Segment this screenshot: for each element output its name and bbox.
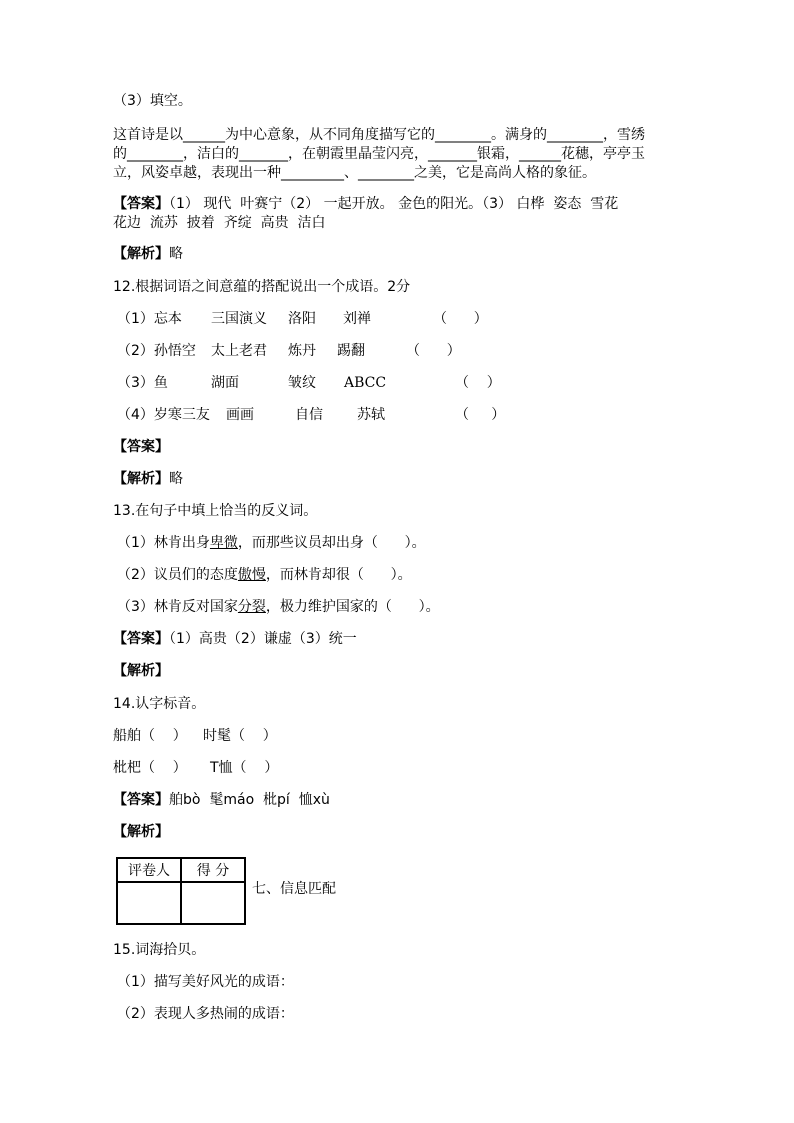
text: ，而林肯却很（ ）。 (265, 567, 412, 583)
item-number: （1） (117, 311, 154, 327)
answer-label: 【答案】 (113, 631, 169, 647)
answer-blank: （ ） (406, 343, 461, 359)
answer-text: （1） 现代 叶赛宁（2） 一起开放。 金色的阳光。（3） 白桦 姿态 雪花 (169, 196, 619, 212)
item-number: （4） (117, 407, 154, 423)
answer-line (113, 630, 357, 648)
word: 皱纹 (288, 375, 316, 391)
analysis-label: 【解析】 (113, 246, 169, 262)
text: （2）议员们的态度 (117, 567, 238, 583)
grade-table (116, 857, 246, 925)
word: 太上老君 (211, 343, 267, 359)
q13-row (117, 598, 440, 616)
fill-paragraph-line: 立，风姿卓越，表现出一种_________、________之美，它是高尚人格的象征。 (113, 165, 596, 181)
word: 自信 (295, 407, 323, 423)
word: 鱼 (153, 375, 168, 391)
word: 洛阳 (288, 311, 316, 327)
score-header: 得 分 (181, 858, 245, 882)
answer-blank: （ ） (455, 375, 501, 391)
analysis-label: 【解析】 (113, 471, 169, 487)
analysis-text: 略 (169, 471, 183, 487)
answer-label: 【答案】 (113, 196, 169, 212)
text: ，极力维护国家的（ ）。 (265, 599, 440, 615)
underlined-word: 傲慢 (237, 567, 266, 583)
q13-row (117, 534, 426, 552)
item-lead (117, 374, 168, 392)
analysis-label: 【解析】 (113, 663, 169, 679)
fill-paragraph-line: 的________，洁白的_______，在朝霞里晶莹闪亮，_______银霜，______花穗，亭亭玉 (113, 146, 645, 162)
text: （1）林肯出身 (117, 535, 210, 551)
pinyin-item: 枇杷（ ） (113, 760, 187, 776)
word: 苏轼 (357, 407, 385, 423)
underlined-word: 分裂 (237, 599, 266, 615)
word: 湖面 (211, 375, 239, 391)
word: 孙悟空 (153, 343, 196, 359)
text: ，而那些议员却出身（ ）。 (237, 535, 426, 551)
word: 三国演义 (211, 311, 267, 327)
q15-title: 15.词海拾贝。 (113, 942, 206, 958)
answer-line (113, 791, 330, 809)
q15-item: （1）描写美好风光的成语： (117, 974, 294, 990)
answer-blank: （ ） (433, 311, 488, 327)
word: 忘本 (153, 311, 182, 327)
underlined-word: 卑微 (209, 535, 238, 551)
item-number: （2） (117, 343, 154, 359)
word: ABCC (344, 375, 387, 391)
section-heading: 七、信息匹配 (252, 881, 336, 897)
item-number: （3） (117, 375, 154, 391)
reviewer-header: 评卷人 (117, 858, 181, 882)
answer-label: 【答案】 (113, 439, 169, 455)
item-lead (117, 310, 182, 328)
q13-title: 13.在句子中填上恰当的反义词。 (113, 503, 318, 519)
answer-text: 花边 流苏 披着 齐绽 高贵 洁白 (113, 215, 326, 231)
answer-line (113, 195, 618, 213)
answer-text: （1）高贵（2）谦虚（3）统一 (169, 631, 357, 647)
q14-title: 14.认字标音。 (113, 696, 206, 712)
word: 踢翻 (337, 343, 365, 359)
pinyin-item: T恤（ ） (210, 760, 279, 776)
pinyin-item: 船舶（ ） (113, 728, 187, 744)
word: 刘禅 (343, 311, 371, 327)
fill-paragraph-line: 这首诗是以______为中心意象，从不同角度描写它的________。满身的________，雪绣 (113, 127, 645, 143)
pinyin-item: 时髦（ ） (203, 728, 277, 744)
item-lead (117, 342, 196, 360)
q12-title: 12.根据词语之间意蕴的搭配说出一个成语。2分 (113, 279, 411, 295)
word: 岁寒三友 (153, 407, 210, 423)
analysis-text: 略 (169, 246, 183, 262)
analysis-line (113, 245, 183, 263)
text: （3）林肯反对国家 (117, 599, 238, 615)
analysis-label: 【解析】 (113, 824, 169, 840)
word: 炼丹 (288, 343, 316, 359)
reviewer-cell (117, 882, 181, 924)
q11-3-title: （3）填空。 (113, 93, 192, 109)
score-cell (181, 882, 245, 924)
q13-row (117, 566, 412, 584)
answer-blank: （ ） (455, 407, 506, 423)
analysis-line (113, 470, 183, 488)
q15-item: （2）表现人多热闹的成语： (117, 1006, 294, 1022)
item-lead (117, 406, 210, 424)
answer-label: 【答案】 (113, 792, 169, 808)
word: 画画 (226, 407, 254, 423)
answer-text: 舶bò 髦máo 枇pí 恤xù (169, 792, 330, 808)
